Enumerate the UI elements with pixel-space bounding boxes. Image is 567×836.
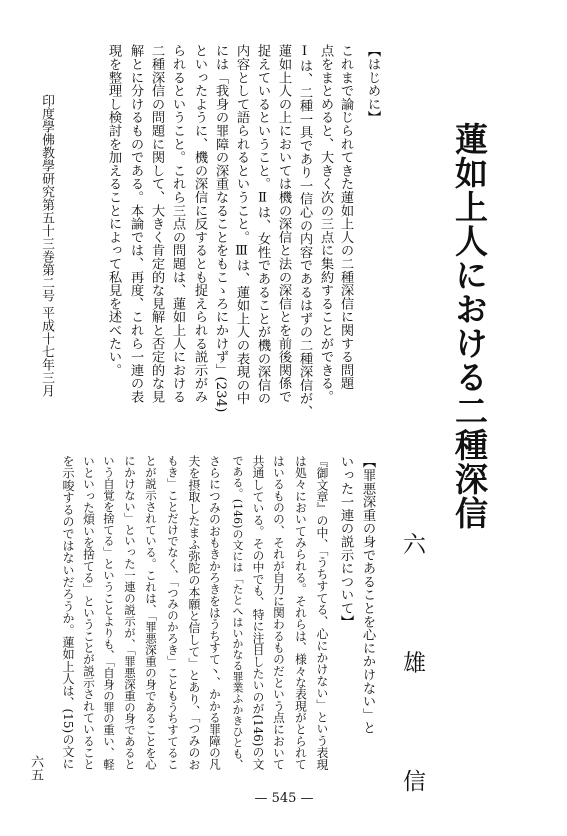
paragraph-line: にかけない」といった一連の説示が、「罪悪深重の身であると: [123, 455, 137, 770]
paragraph-line: いう自覚を捨てる」ということよりも、「自身の罪の重い、軽: [102, 455, 116, 770]
paragraph-line: 内容として語られるということ。Ⅲは、蓮如上人の表現の中: [234, 44, 249, 405]
kanji-page-number: 六五: [28, 755, 43, 781]
paragraph-line: を示唆するのではないだろうか。蓮如上人は、(15)の文に: [61, 455, 75, 770]
paragraph-line: には「我身の罪障の深重なることをもこゝろにかけず」(234): [213, 44, 228, 413]
paragraph-line: とが説示されている。これは、「罪悪深重の身であることを心: [144, 455, 158, 770]
paragraph-line: Ⅰは、二種一具であり一信心の内容であるはずの二種深信が、: [297, 44, 312, 419]
section-heading-intro: 【はじめに】: [365, 44, 380, 124]
paragraph-line: られるということ。これら三点の問題は、蓮如上人における: [170, 44, 185, 404]
journal-citation: 印度學佛教學研究第五十三巻第二号 平成十七年三月: [39, 94, 54, 398]
paragraph-line: 共通している。その中でも、特に注目したいのが(146)の文: [251, 455, 265, 770]
paragraph-line: 『御文章』の中、「うちすてる、心にかけない」という表現: [315, 455, 329, 771]
paragraph-line: これまで論じられてきた蓮如上人の二種深信に関する問題: [338, 44, 353, 390]
paragraph-line: 現を整理し検討を加えることによって私見を述べたい。: [106, 44, 121, 377]
paragraph-line: はいるものの、それが自力に関わるものだという点において: [272, 455, 286, 771]
paragraph-line: 点をまとめると、大きく次の三点に集約することができる。: [318, 44, 333, 404]
author-name: 六 雄 信: [399, 532, 425, 836]
paragraph-line: は処々においてみられる。それらは、様々な表現がとられて: [294, 455, 308, 771]
paragraph-line: 解とに分けるものである。本論では、再度、これら一連の表: [128, 44, 143, 404]
paragraph-line: いといった煩いを捨てる」ということが説示されていること: [82, 455, 96, 771]
paragraph-line: さらにつみのおもきかろきをはうちすて丶、かかる罪障の凡: [208, 455, 222, 771]
paragraph-line: である。(146)の文には「たとへはいかなる罪業ふかきひとも、: [231, 455, 244, 770]
section-heading-line: いった一連の説示について】: [338, 455, 353, 628]
paragraph-line: といったように、機の深信に反するとも捉えられる説示がみ: [192, 44, 207, 404]
section-heading-line: 【罪悪深重の身であることを心にかけない」と: [360, 455, 375, 735]
paragraph-line: 蓮如上人の上においては機の深信と法の深信とを前後関係で: [276, 44, 291, 404]
page-number: — 545 —: [254, 791, 314, 806]
paragraph-line: 二種深信の問題に関して、大きく肯定的な見解と否定的な見: [149, 44, 164, 404]
paper-title: 蓮如上人における二種深信: [450, 122, 489, 530]
paragraph-line: 捉えているということ。Ⅱは、女性であることが機の深信の: [255, 44, 270, 405]
paragraph-line: もき」ことだけでなく、「つみのかろき」こともうちすてるこ: [166, 455, 180, 770]
paragraph-line: 夫を摂取したまふ弥陀の本願と信して」とあり、「つみのお: [187, 455, 201, 771]
